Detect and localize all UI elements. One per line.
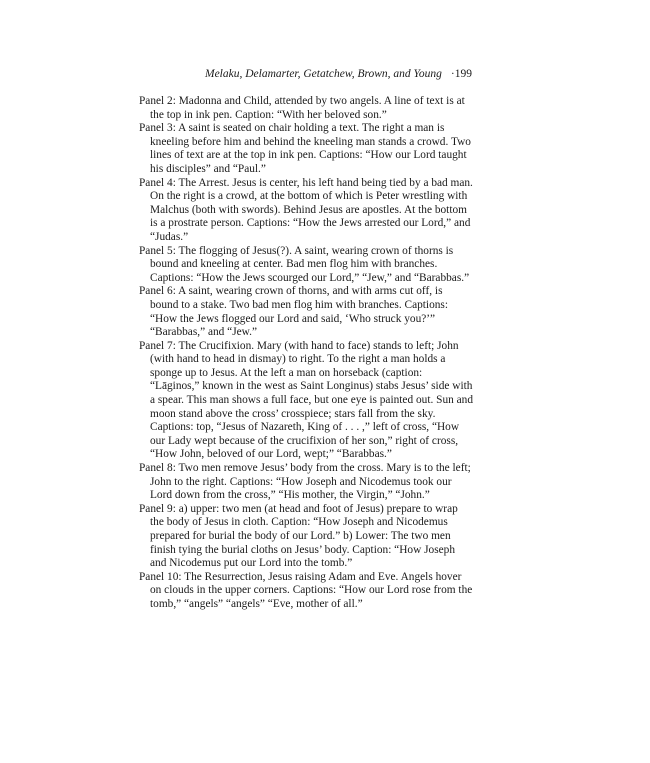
header-authors: Melaku, Delamarter, Getatchew, Brown, and Young	[205, 68, 442, 80]
page-number: 199	[454, 68, 472, 80]
panel-descriptions	[139, 95, 473, 612]
panel-entry-7: Panel 7: The Crucifixion. Mary (with hand to face) stands to left; John (with hand to head in dismay) to right. To the right a man holds a sponge up to Jesus. At the left a man on horseback (caption: “Lāginos,” known in the west as Saint Longinus) stabs Jesus’ side with a spear. This man shows a full face, but one eye is painted out. Sun and moon stand above the cross’ crosspiece; stars fall from the sky. Captions: top, “Jesus of Nazareth, King of . . . ,” left of cross, “How our Lady wept because of the crucifixion of her son,” right of cross, “How John, beloved of our Lord, wept;” “Barabbas.”	[139, 339, 474, 461]
panel-entry-8: Panel 8: Two men remove Jesus’ body from the cross. Mary is to the left; John to the right. Captions: “How Joseph and Nicodemus took our Lord down from the cross,” “His mother, the Virgin,” “John.”	[139, 462, 471, 502]
header-separator: ·	[450, 68, 455, 80]
panel-entry-9: Panel 9: a) upper: two men (at head and foot of Jesus) prepare to wrap the body of Jesus in cloth. Caption: “How Joseph and Nicodemus prepared for burial the body of our Lord.” b) Lower: The two men finish tying the burial cloths on Jesus’ body. Caption: “How Joseph and Nicodemus put our Lord into the tomb.”	[139, 502, 458, 570]
panel-entry-4: Panel 4: The Arrest. Jesus is center, his left hand being tied by a bad man. On the right is a crowd, at the bottom of which is Peter wrestling with Malchus (both with swords). Behind Jesus are apostles. At the bottom is a prostrate person. Captions: “How the Jews arrested our Lord,” and “Judas.”	[139, 176, 473, 243]
panel-entry-6: Panel 6: A saint, wearing crown of thorns, and with arms cut off, is bound to a stake. Two bad men flog him with branches. Captions: “How the Jews flogged our Lord and said, ‘Who struck you?’” “Barabbas,” and “Jew.”	[139, 285, 448, 339]
panel-entry-5: Panel 5: The flogging of Jesus(?). A saint, wearing crown of thorns is bound and kneeling at center. Bad men flog him with branches. Captions: “How the Jews scourged our Lord,” “Jew,” and “Barabbas.”	[139, 244, 470, 284]
running-header	[200, 67, 472, 81]
panel-entry-2: Panel 2: Madonna and Child, attended by two angels. A line of text is at the top in ink pen. Caption: “With her beloved son.”	[139, 95, 465, 121]
panel-entry-3: Panel 3: A saint is seated on chair holding a text. The right a man is kneeling before him and behind the kneeling man stands a crowd. Two lines of text are at the top in ink pen. Captions: “How our Lord taught his disciples” and “Paul.”	[139, 122, 471, 175]
panel-entry-10: Panel 10: The Resurrection, Jesus raising Adam and Eve. Angels hover on clouds in the upper corners. Captions: “How our Lord rose from the tomb,” “angels” “angels” “Eve, mother of all.”	[139, 570, 473, 610]
